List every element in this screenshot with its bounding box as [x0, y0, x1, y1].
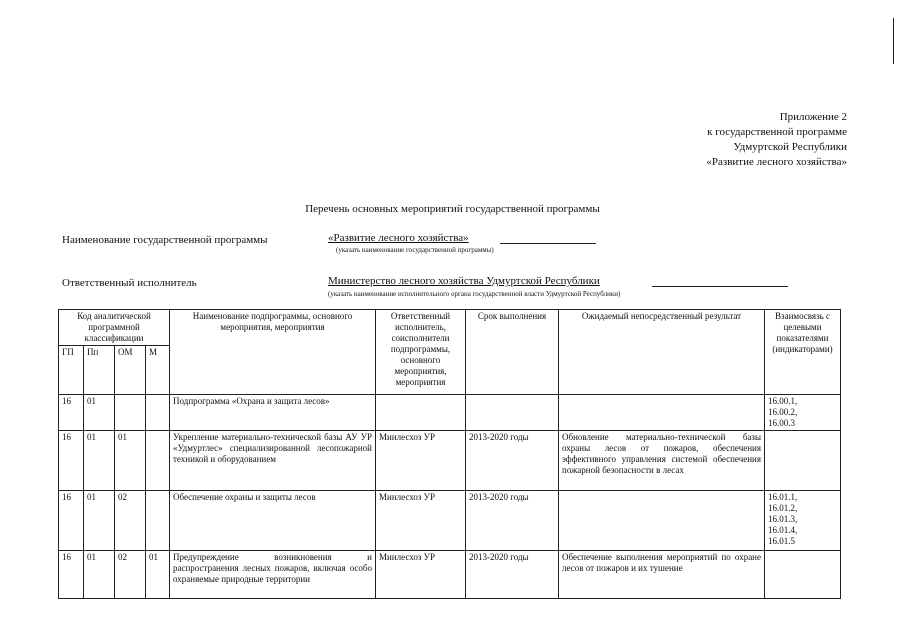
appendix-header [706, 110, 847, 170]
cell-indicators [765, 551, 841, 599]
cell-name: Подпрограмма «Охрана и защита лесов» [170, 395, 376, 431]
cell-result: Обеспечение выполнения мероприятий по охране лесов от пожаров и их тушение [559, 551, 765, 599]
cell-responsible: Минлесхоз УР [376, 431, 466, 491]
indicator-code: 16.00.2, [768, 407, 798, 417]
cell-pp: 01 [84, 551, 115, 599]
header-m: М [146, 346, 170, 395]
cell-responsible: Минлесхоз УР [376, 491, 466, 551]
cell-name: Предупреждение возникновения и распространения лесных пожаров, включая особо охраняемые природные территории [170, 551, 376, 599]
cell-pp: 01 [84, 395, 115, 431]
cell-result [559, 491, 765, 551]
header-responsible: Ответственный исполнитель, соисполнители подпрограммы, основного мероприятия, мероприятия [376, 310, 466, 395]
cell-name: Укрепление материально-технической базы АУ УР «Удмуртлес» специализированной лесопожарной техникой и оборудованием [170, 431, 376, 491]
cell-pp: 01 [84, 491, 115, 551]
cell-m: 01 [146, 551, 170, 599]
indicator-code: 16.01.2, [768, 503, 798, 513]
indicator-code: 16.01.1, [768, 492, 798, 502]
cell-indicators [765, 431, 841, 491]
program-underline [500, 243, 596, 244]
cell-gp: 16 [59, 551, 84, 599]
cell-om: 02 [115, 551, 146, 599]
cell-m [146, 395, 170, 431]
cell-name: Обеспечение охраны и защиты лесов [170, 491, 376, 551]
cell-term: 2013-2020 годы [466, 551, 559, 599]
cell-m [146, 491, 170, 551]
cell-result [559, 395, 765, 431]
appendix-line: к государственной программе [707, 126, 847, 138]
header-link: Взаимосвязь с целевыми показателями (индикаторами) [765, 310, 841, 395]
table-row [59, 551, 841, 599]
cell-m [146, 431, 170, 491]
table-row [59, 395, 841, 431]
indicator-code: 16.00.3 [768, 418, 795, 428]
cell-indicators [765, 491, 841, 551]
header-term: Срок выполнения [466, 310, 559, 395]
page-edge-line [893, 18, 894, 64]
indicator-code: 16.01.4, [768, 525, 798, 535]
header-gp: ГП [59, 346, 84, 395]
cell-gp: 16 [59, 431, 84, 491]
cell-gp: 16 [59, 395, 84, 431]
header-pp: Пп [84, 346, 115, 395]
cell-indicators [765, 395, 841, 431]
appendix-line: Приложение 2 [779, 111, 847, 123]
indicator-code: 16.00.1, [768, 396, 798, 406]
indicator-code: 16.01.3, [768, 514, 798, 524]
cell-result: Обновление материально-технической базы охраны лесов от пожаров, обеспечения эффективного управления системой обеспечения пожарной безопасности в лесах [559, 431, 765, 491]
header-row [59, 310, 841, 346]
cell-om [115, 395, 146, 431]
cell-term: 2013-2020 годы [466, 431, 559, 491]
cell-pp: 01 [84, 431, 115, 491]
program-label: Наименование государственной программы [62, 234, 268, 246]
executor-value: Министерство лесного хозяйства Удмуртской Республики [328, 275, 600, 287]
header-code-group: Код аналитической программной классификации [59, 310, 170, 346]
cell-responsible [376, 395, 466, 431]
document-title: Перечень основных мероприятий государственной программы [305, 203, 600, 215]
table-row [59, 491, 841, 551]
cell-responsible: Минлесхоз УР [376, 551, 466, 599]
executor-label: Ответственный исполнитель [62, 277, 197, 289]
cell-om: 01 [115, 431, 146, 491]
table-row [59, 431, 841, 491]
program-value: «Развитие лесного хозяйства» [328, 232, 469, 244]
program-hint: (указать наименование государственной программы) [336, 246, 494, 254]
measures-table [58, 309, 841, 599]
cell-om: 02 [115, 491, 146, 551]
cell-term: 2013-2020 годы [466, 491, 559, 551]
appendix-line: «Развитие лесного хозяйства» [706, 156, 847, 168]
executor-underline [652, 286, 788, 287]
cell-term [466, 395, 559, 431]
header-om: ОМ [115, 346, 146, 395]
indicator-code: 16.01.5 [768, 536, 795, 546]
executor-hint: (указать наименование исполнительного органа государственной власти Удмуртской Республики) [328, 290, 621, 298]
header-result: Ожидаемый непосредственный результат [559, 310, 765, 395]
cell-gp: 16 [59, 491, 84, 551]
header-name: Наименование подпрограммы, основного мероприятия, мероприятия [170, 310, 376, 395]
appendix-line: Удмуртской Республики [733, 141, 847, 153]
